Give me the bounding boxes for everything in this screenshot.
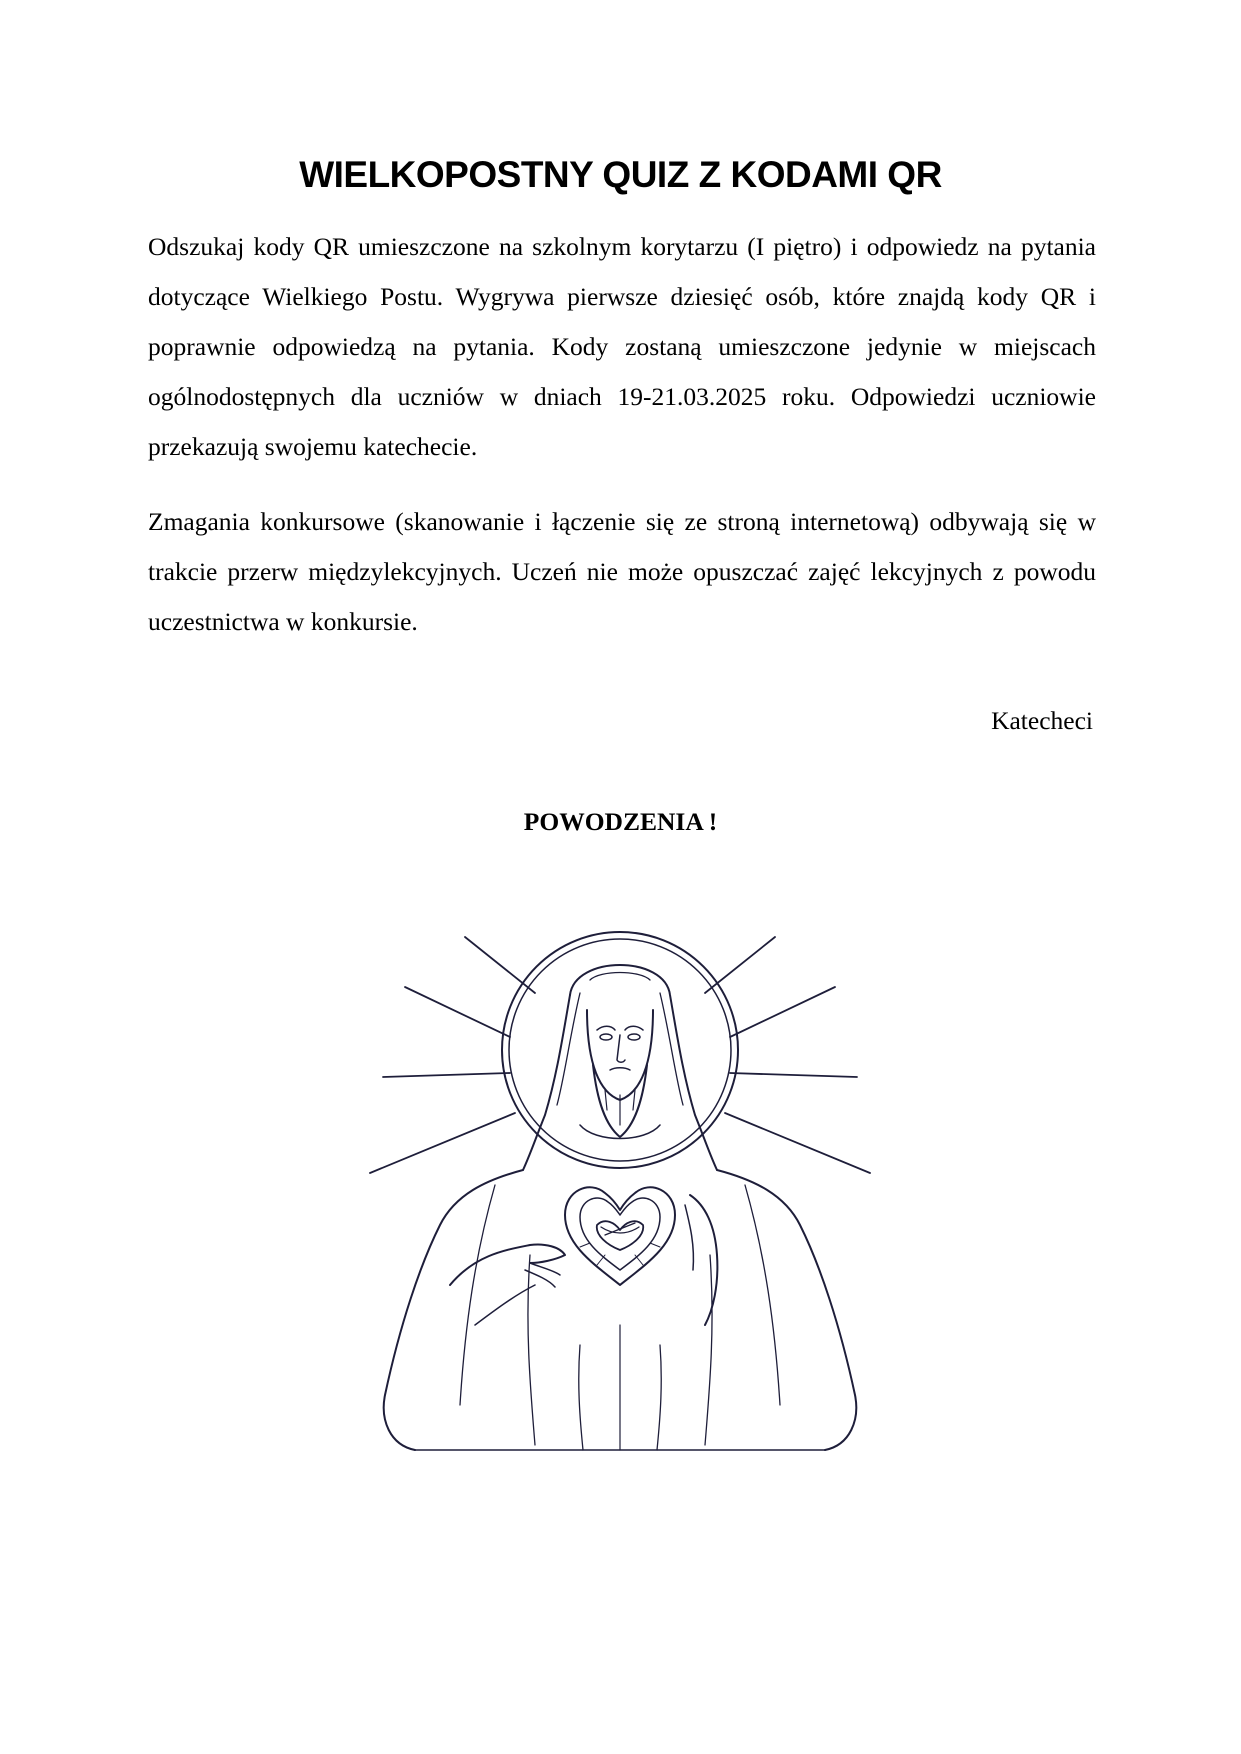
page-title: WIELKOPOSTNY QUIZ Z KODAMI QR [299, 154, 942, 195]
sacred-heart-illustration [365, 925, 875, 1455]
signature: Katecheci [991, 706, 1093, 735]
paragraph-instructions: Odszukaj kody QR umieszczone na szkolnym korytarzu (I piętro) i odpowiedz na pytania dotyczące Wielkiego Postu. Wygrywa pierwsze dziesięć osób, które znajdą kody QR i poprawnie odpowiedzą na pytania. Kody zostaną umieszczone jedynie w miejscach ogólnodostępnych dla uczniów w dniach 19-21.03.2025 roku. Odpowiedzi uczniowie przekazują swojemu katechecie. [148, 232, 1096, 461]
sacred-heart-of-jesus-icon [365, 925, 875, 1455]
paragraph-rules: Zmagania konkursowe (skanowanie i łączenie się ze stroną internetową) odbywają się w trakcie przerw międzylekcyjnych. Uczeń nie może opuszczać zajęć lekcyjnych z powodu uczestnictwa w konkursie. [148, 507, 1096, 636]
good-luck-text: POWODZENIA ! [523, 807, 718, 836]
